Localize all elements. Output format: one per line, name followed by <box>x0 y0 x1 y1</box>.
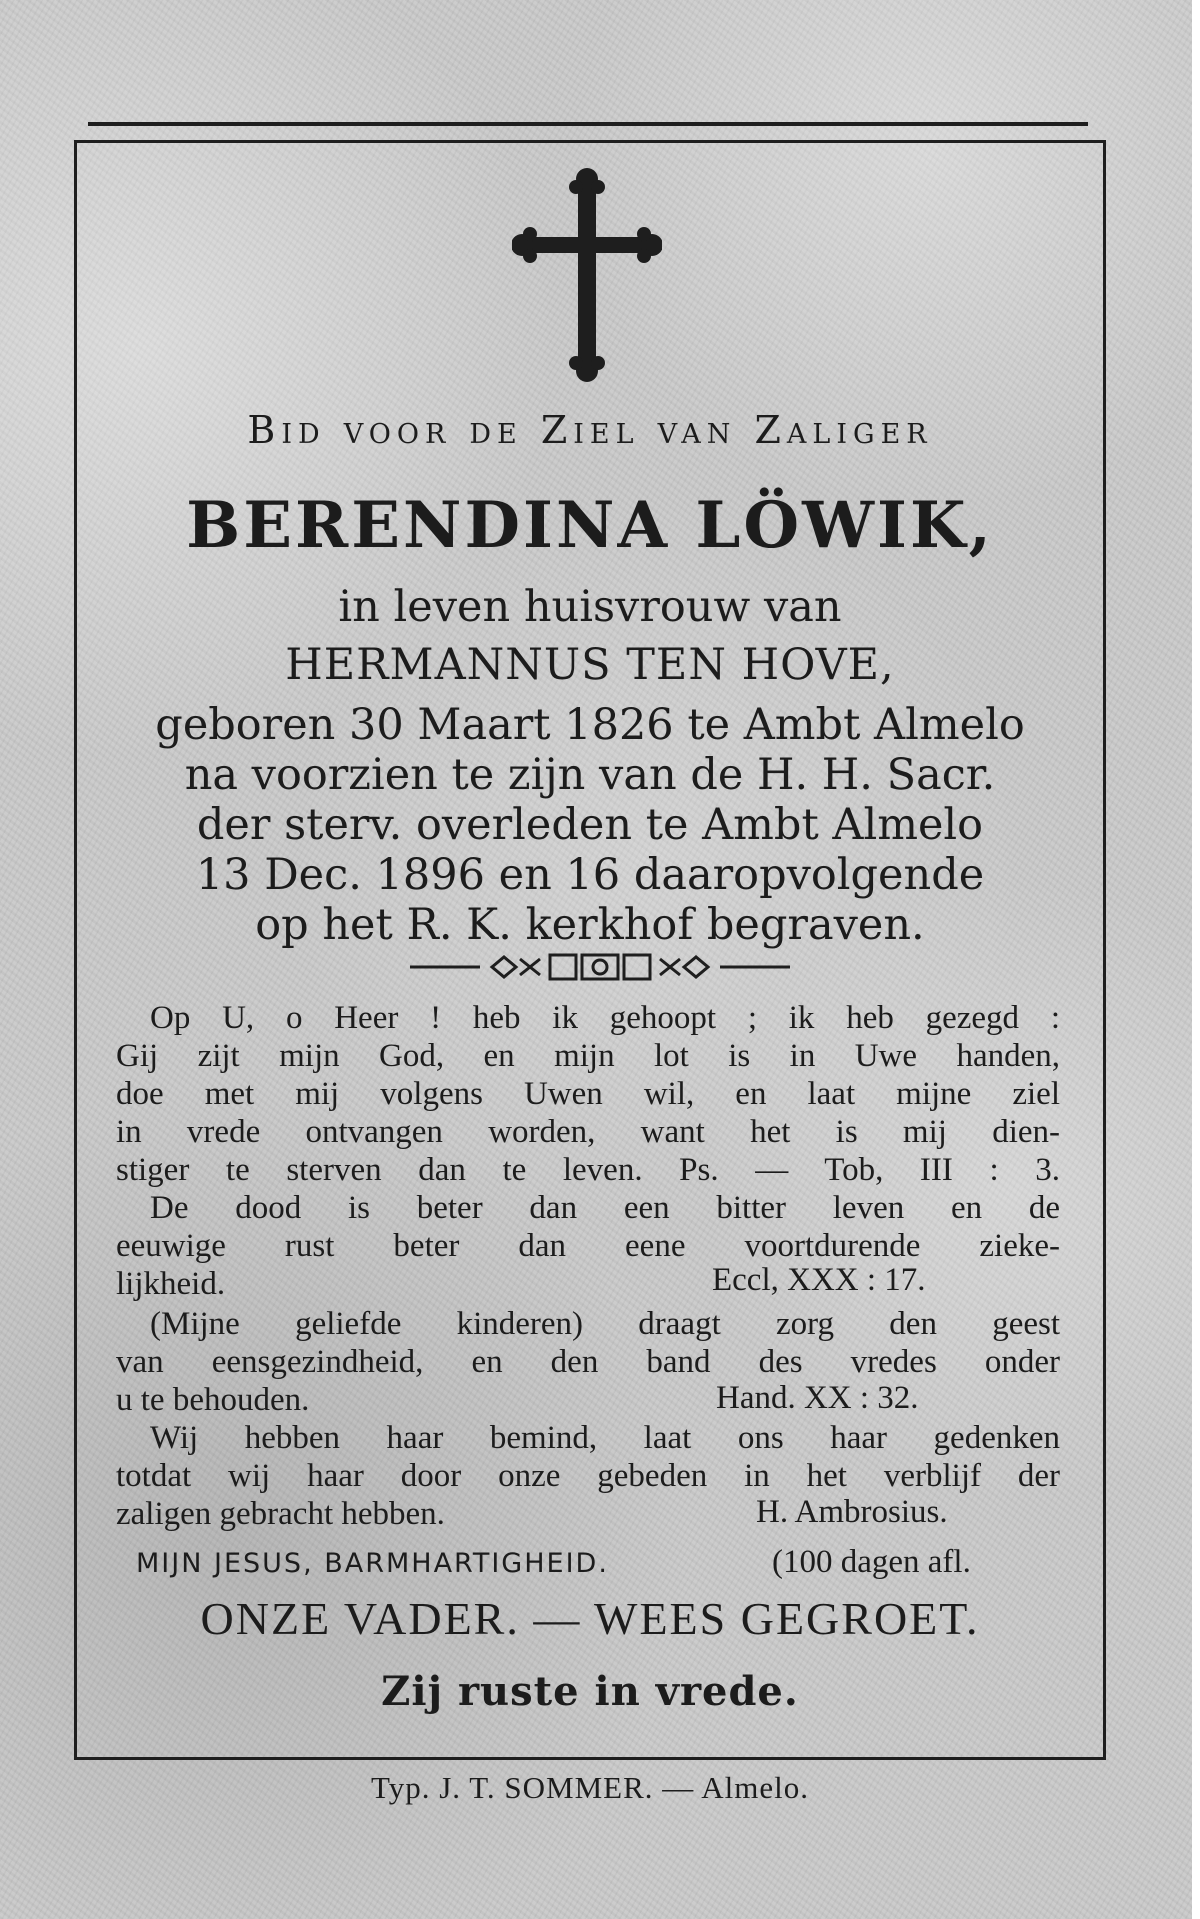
death-place-line: der sterv. overleden te Ambt Almelo <box>196 800 984 850</box>
cross-icon <box>512 165 662 385</box>
burial-line: op het R. K. kerkhof begraven. <box>255 900 925 950</box>
verse-line-11: u te behouden. <box>116 1382 310 1418</box>
top-rule <box>88 122 1088 126</box>
printer-imprint: Typ. J. T. SOMMER. — Almelo. <box>370 1770 810 1805</box>
verse-line-4: in vrede ontvangen worden, want het is mij dien- <box>116 1114 1060 1150</box>
bottom-rule <box>74 1757 1106 1760</box>
verse-line-8: lijkheid. <box>116 1266 226 1302</box>
reference-eccl: Eccl, XXX : 17. <box>712 1262 926 1298</box>
verse-line-13: totdat wij haar door onze gebeden in het verblijf der <box>116 1458 1060 1494</box>
spouse-name: HERMANNUS TEN HOVE, <box>285 640 895 690</box>
ornament-divider <box>410 945 790 989</box>
birth-line: geboren 30 Maart 1826 te Ambt Almelo <box>155 700 1025 750</box>
verse-line-14: zaligen gebracht hebben. <box>116 1496 445 1532</box>
rest-in-peace-line: Zij ruste in vrede. <box>381 1668 799 1715</box>
verse-line-10: van eensgezindheid, en den band des vredes onder <box>116 1344 1060 1380</box>
verse-line-3: doe met mij volgens Uwen wil, en laat mijne ziel <box>116 1076 1060 1112</box>
verse-line-2: Gij zijt mijn God, en mijn lot is in Uwe handen, <box>116 1038 1060 1074</box>
deceased-name: BERENDINA LÖWIK, <box>186 488 994 563</box>
reference-hand: Hand. XX : 32. <box>716 1380 919 1416</box>
verse-line-12: Wij hebben haar bemind, laat ons haar gedenken <box>150 1420 1060 1456</box>
verse-line-5: stiger te sterven dan te leven. Ps. — Tob, III : 3. <box>116 1152 1060 1188</box>
prayer-heading: Bid voor de Ziel van Zaliger <box>247 408 933 452</box>
verse-line-9: (Mijne geliefde kinderen) draagt zorg den geest <box>150 1306 1060 1342</box>
reference-ambrosius: H. Ambrosius. <box>756 1494 948 1530</box>
indulgence-note: (100 dagen afl. <box>772 1544 971 1580</box>
verse-line-1: Op U, o Heer ! heb ik gehoopt ; ik heb gezegd : <box>150 1000 1060 1036</box>
bio-line-spouse-intro: in leven huisvrouw van <box>338 582 842 632</box>
prayers-line: ONZE VADER. — WEES GEGROET. <box>200 1593 980 1644</box>
verse-line-7: eeuwige rust beter dan eene voortdurende zieke- <box>116 1228 1060 1264</box>
jesus-invocation: MIJN JESUS, BARMHARTIGHEID. <box>136 1548 609 1579</box>
sacraments-line: na voorzien te zijn van de H. H. Sacr. <box>184 750 996 800</box>
death-date-line: 13 Dec. 1896 en 16 daaropvolgende <box>195 850 985 900</box>
verse-line-6: De dood is beter dan een bitter leven en de <box>150 1190 1060 1226</box>
